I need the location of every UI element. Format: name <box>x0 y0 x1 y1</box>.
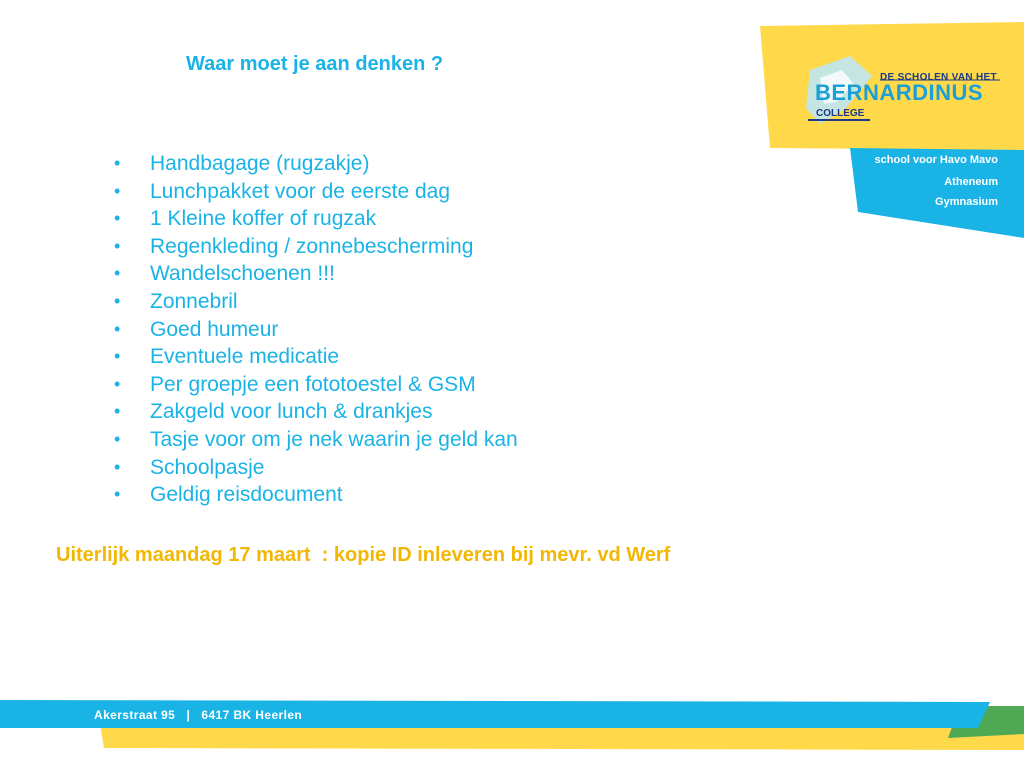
list-item: • Eventuele medicatie <box>110 343 518 371</box>
list-item: • Lunchpakket voor de eerste dag <box>110 178 518 206</box>
list-item: • Schoolpasje <box>110 454 518 482</box>
list-item: • Zakgeld voor lunch & drankjes <box>110 398 518 426</box>
logo-sub: COLLEGE <box>816 108 865 119</box>
footer-banner <box>0 690 1024 768</box>
logo-name: BERNARDINUS <box>815 80 984 105</box>
slide-title: Waar moet je aan denken ? <box>186 53 444 75</box>
tagline-2: Atheneum <box>944 176 998 188</box>
footer-address: Akerstraat 95 | 6417 BK Heerlen <box>94 708 303 722</box>
list-item: • 1 Kleine koffer of rugzak <box>110 205 518 233</box>
list-item: • Per groepje een fototoestel & GSM <box>110 371 518 399</box>
bullet-icon: • <box>114 484 121 505</box>
logo-top-line: DE SCHOLEN VAN HET <box>880 72 997 83</box>
bullet-icon: • <box>114 235 121 256</box>
bullet-icon: • <box>114 401 121 422</box>
bullet-icon: • <box>114 428 121 449</box>
bullet-icon: • <box>114 346 121 367</box>
bullet-icon: • <box>114 290 121 311</box>
list-item: • Goed humeur <box>110 316 518 344</box>
checklist <box>110 150 518 509</box>
list-item: • Wandelschoenen !!! <box>110 260 518 288</box>
bullet-icon: • <box>114 456 121 477</box>
bullet-icon: • <box>114 373 121 394</box>
bullet-icon: • <box>114 153 121 173</box>
list-item: • Geldig reisdocument <box>110 481 518 509</box>
bullet-icon: • <box>114 318 121 339</box>
bullet-icon: • <box>114 208 121 229</box>
bullet-icon: • <box>114 263 121 284</box>
tagline-3: Gymnasium <box>935 196 998 208</box>
tagline-1: school voor Havo Mavo <box>874 154 998 166</box>
bullet-icon: • <box>114 180 121 201</box>
school-logo <box>750 20 1024 260</box>
list-item: • Zonnebril <box>110 288 518 316</box>
deadline-note: Uiterlijk maandag 17 maart : kopie ID inleveren bij mevr. vd Werf <box>56 544 671 566</box>
list-item: • Tasje voor om je nek waarin je geld kan <box>110 426 518 454</box>
list-item: • Regenkleding / zonnebescherming <box>110 233 518 261</box>
list-item: • Handbagage (rugzakje) <box>110 150 518 178</box>
logo-emblem-icon <box>750 20 1024 260</box>
